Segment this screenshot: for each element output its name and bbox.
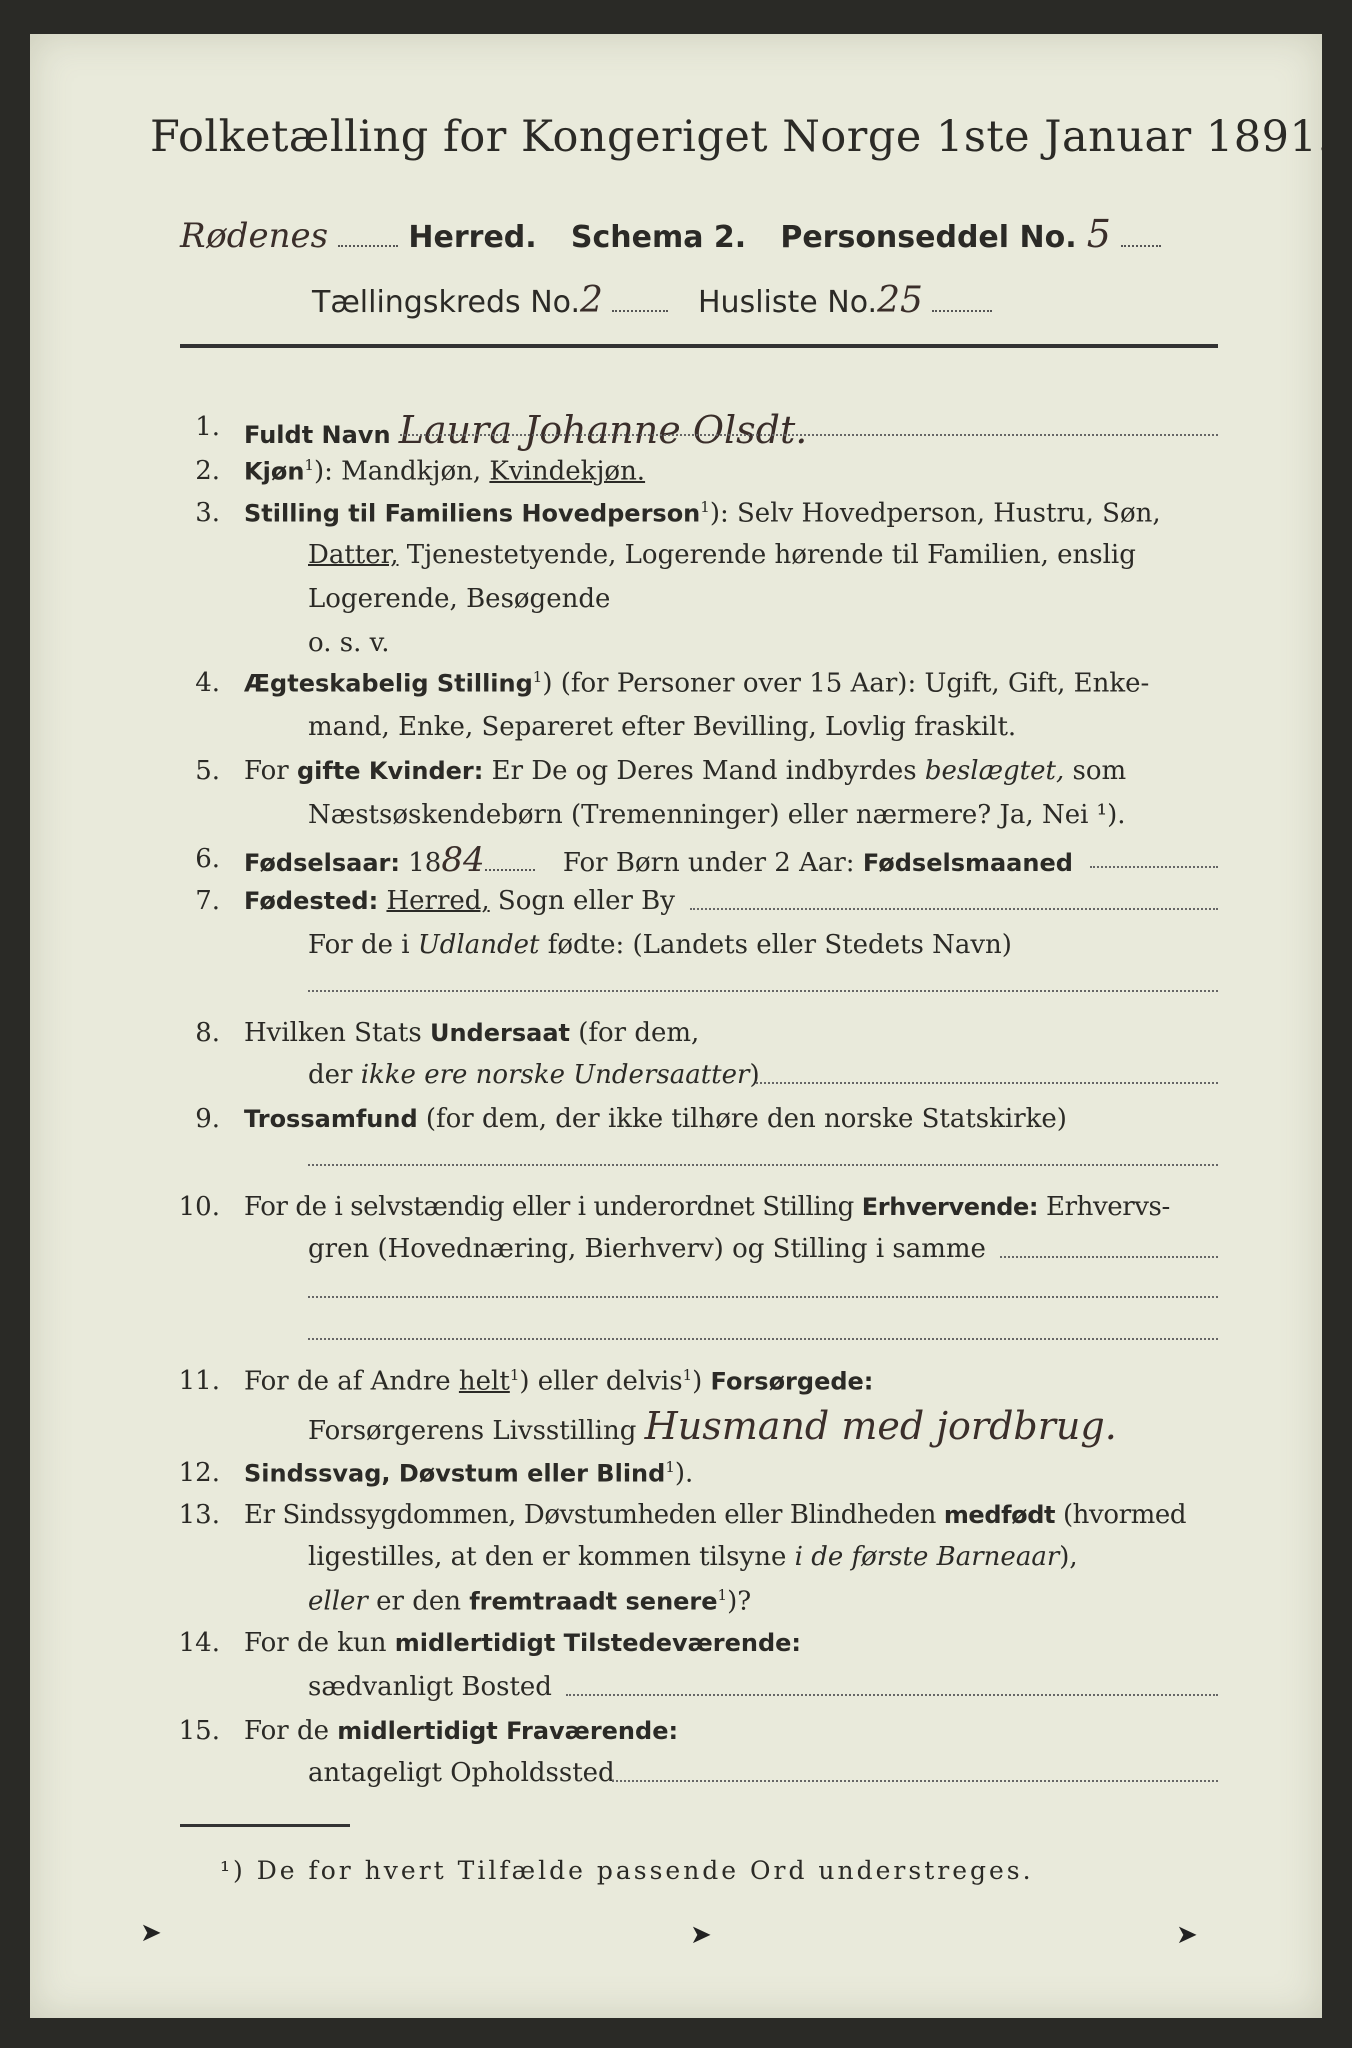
kjon-selected: Kvindekjøn. [489, 456, 646, 487]
item-4: Ægteskabelig Stilling$^1$) (for Personer over 15 Aar): Ugift, Gift, Enke- [244, 668, 1150, 699]
item-2: Kjøn$^1$): Mandkjøn, Kvindekjøn. [244, 456, 646, 487]
item-9-fill-line [308, 1164, 1218, 1166]
item-15: For de midlertidigt Fraværende: [244, 1716, 679, 1746]
item-6: Fødselsaar: 1884 For Børn under 2 Aar: Fødselsmaaned [244, 840, 1073, 880]
item-7-number: 7. [195, 886, 220, 916]
item-12: Sindssvag, Døvstum eller Blind$^1$). [244, 1458, 694, 1489]
item-14-fill-line [566, 1694, 1218, 1696]
item-6-label-2: Fødselsmaaned [862, 849, 1073, 877]
item-8-label: Undersaat [429, 1019, 570, 1047]
header-divider [180, 344, 1218, 348]
item-7-line-2: For de i Udlandet fødte: (Landets eller Stedets Navn) [308, 930, 1012, 960]
kreds-value: 2 [580, 280, 603, 321]
schema-label: Schema 2. [570, 220, 747, 255]
item-7-fill-line [690, 908, 1218, 910]
item-7-fill-line-2 [308, 990, 1218, 992]
stilling-selected: Datter, [308, 540, 399, 570]
item-10-fill-line-2 [308, 1296, 1218, 1298]
item-5-line-2: Næstsøskendebørn (Tremenninger) eller nærmere? Ja, Nei ¹). [308, 800, 1126, 830]
item-13-line-2: ligestilles, at den er kommen tilsyne i de første Barneaar), [308, 1542, 1078, 1572]
item-8-fill-line [756, 1082, 1218, 1084]
item-4-line-2: mand, Enke, Separeret efter Bevilling, Lovlig fraskilt. [308, 712, 1017, 742]
item-9-label: Trossamfund [244, 1105, 418, 1133]
herred-label: Herred. [408, 220, 537, 255]
personseddel-value: 5 [1086, 212, 1111, 256]
item-12-label: Sindssvag, Døvstum eller Blind [244, 1459, 666, 1488]
ink-mark-right: ➤ [1176, 1920, 1198, 1950]
fodested-selected: Herred, [386, 886, 490, 916]
ink-mark-left: ➤ [140, 1918, 162, 1948]
item-10-fill-line [1000, 1256, 1218, 1258]
item-14-line-2: sædvanligt Bosted [308, 1672, 552, 1702]
item-1 [244, 408, 807, 452]
birth-year-value: 84 [441, 840, 485, 880]
header-line-herred [180, 212, 1161, 256]
personseddel-label: Personseddel No. [780, 220, 1077, 255]
item-1-label: Fuldt Navn [244, 421, 391, 449]
item-3-number: 3. [195, 498, 220, 528]
herred-value: Rødenes [180, 216, 329, 256]
footnote-divider [180, 1824, 350, 1827]
item-1-value: Laura Johanne Olsdt. [398, 408, 808, 452]
item-13: Er Sindssygdommen, Døvstumheden eller Blindheden medfødt (hvormed [244, 1500, 1187, 1530]
item-10-fill-line-3 [308, 1338, 1218, 1340]
item-6-fill-line [1090, 866, 1218, 868]
item-10-label: Erhvervende: [861, 1193, 1039, 1221]
item-6-label: Fødselsaar: [244, 849, 400, 877]
item-15-label: midlertidigt Fraværende: [337, 1717, 679, 1745]
item-9-number: 9. [195, 1104, 220, 1134]
item-8-number: 8. [195, 1018, 220, 1048]
item-10: For de i selvstændig eller i underordnet Stilling Erhvervende: Erhvervs- [244, 1192, 1170, 1222]
item-11-line-2: Forsørgerens Livsstilling Husmand med jordbrug. [308, 1404, 1117, 1448]
form-title: Folketælling for Kongeriget Norge 1ste Januar 1891. [150, 112, 1332, 162]
item-10-line-2: gren (Hovednæring, Bierhverv) og Stilling i samme [308, 1234, 986, 1264]
item-13-line-3: eller er den fremtraadt senere$^1$)? [308, 1586, 752, 1617]
item-1-fill-line [400, 434, 1218, 436]
item-15-fill-line [612, 1780, 1218, 1782]
item-8: Hvilken Stats Undersaat (for dem, [244, 1018, 700, 1048]
item-3-label: Stilling til Familiens Hovedperson [244, 499, 701, 528]
item-15-number: 15. [178, 1716, 220, 1746]
item-3-line-3: Logerende, Besøgende [308, 584, 611, 614]
item-1-number: 1. [195, 412, 220, 442]
item-13-number: 13. [178, 1500, 220, 1530]
item-11: For de af Andre helt$^1$) eller delvis$^1$) Forsørgede: [244, 1366, 874, 1397]
husliste-value: 25 [877, 280, 923, 321]
item-14-number: 14. [178, 1628, 220, 1658]
kreds-label: Tællingskreds No. [312, 285, 580, 320]
livsstilling-value: Husmand med jordbrug. [644, 1404, 1117, 1448]
footnote: ¹) De for hvert Tilfælde passende Ord understreges. [220, 1856, 1034, 1885]
item-7-label: Fødested: [244, 887, 379, 915]
item-3-line-2: Datter, Tjenestetyende, Logerende hørende til Familien, enslig [308, 540, 1136, 570]
item-2-label: Kjøn [244, 457, 305, 486]
item-5: For gifte Kvinder: Er De og Deres Mand indbyrdes beslægtet, som [244, 756, 1127, 786]
header-line-kreds [312, 280, 992, 321]
item-5-label: gifte Kvinder: [296, 757, 484, 785]
item-4-number: 4. [195, 668, 220, 698]
item-5-number: 5. [195, 756, 220, 786]
item-15-line-2: antageligt Opholdssted [308, 1758, 615, 1788]
item-4-label: Ægteskabelig Stilling [244, 669, 533, 698]
item-13-label: medfødt [943, 1501, 1056, 1529]
item-9: Trossamfund (for dem, der ikke tilhøre den norske Statskirke) [244, 1104, 1067, 1134]
item-14-label: midlertidigt Tilstedeværende: [394, 1629, 802, 1657]
ink-mark-center: ➤ [690, 1920, 712, 1950]
item-11-number: 11. [178, 1366, 220, 1396]
item-14: For de kun midlertidigt Tilstedeværende: [244, 1628, 802, 1658]
forsorget-selected: helt [458, 1366, 510, 1397]
item-8-line-2: der ikke ere norske Undersaatter) [308, 1060, 760, 1090]
item-6-number: 6. [195, 844, 220, 874]
item-2-number: 2. [195, 456, 220, 486]
item-11-label: Forsørgede: [710, 1367, 874, 1396]
husliste-label: Husliste No. [698, 285, 878, 320]
item-12-number: 12. [178, 1458, 220, 1488]
item-3-line-4: o. s. v. [308, 628, 390, 658]
item-7: Fødested: Herred, Sogn eller By [244, 886, 675, 916]
item-10-number: 10. [178, 1192, 220, 1222]
item-3: Stilling til Familiens Hovedperson$^1$): Selv Hovedperson, Hustru, Søn, [244, 498, 1161, 529]
